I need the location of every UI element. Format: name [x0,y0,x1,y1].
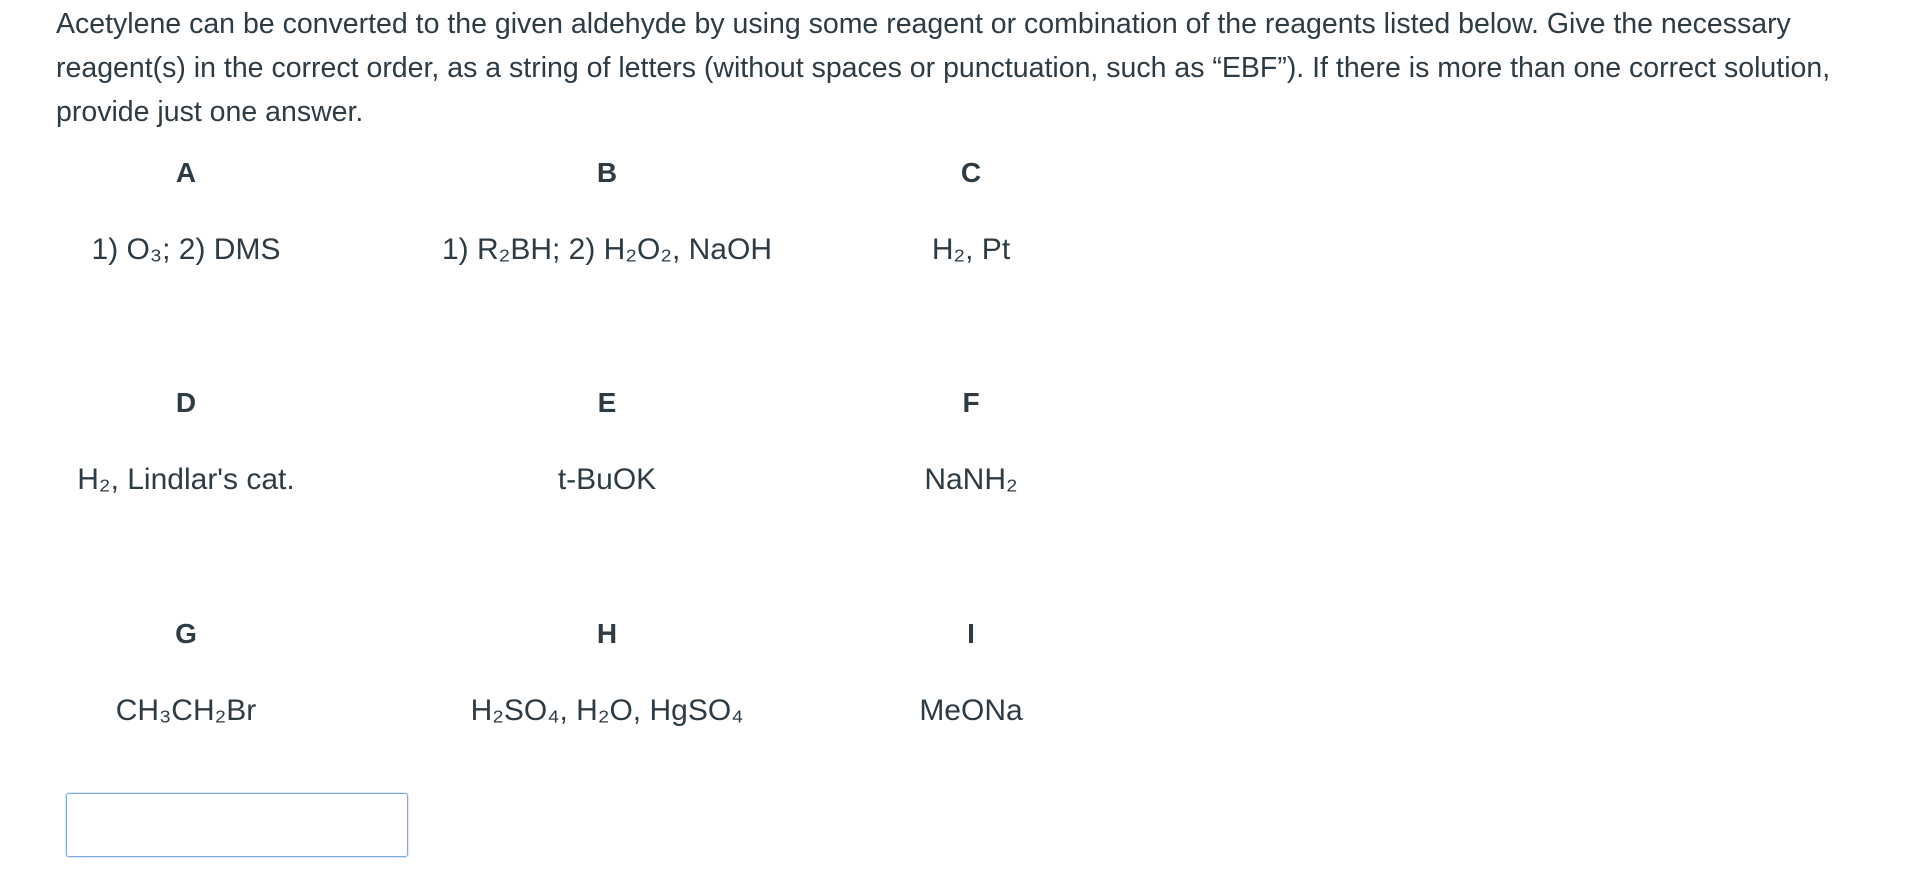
reagent-e [417,386,797,420]
reagent-d-label [0,462,376,498]
reagent-a-label [0,232,376,268]
reagent-label: t-BuOK [557,463,657,496]
reagent-g-label [0,693,376,729]
reagent-label: H₂SO₄, H₂O, HgSO₄ [470,694,744,727]
reagent-label: H₂, Pt [931,233,1011,266]
reagent-i-label [781,693,1161,729]
reagent-label: CH₃CH₂Br [115,694,257,727]
reagent-a [0,156,376,190]
reagent-letter: F [962,387,980,418]
answer-field[interactable] [66,793,408,857]
reagent-label: MeONa [919,694,1023,727]
reagent-c-label [781,232,1161,268]
reagent-f-label [781,462,1161,498]
reagent-e-label [417,462,797,498]
reagent-label: NaNH₂ [924,463,1018,496]
reagent-letter: G [175,618,197,649]
reagent-h-label [417,693,797,729]
reagent-i [781,617,1161,651]
reagent-letter: C [960,157,982,188]
reagent-label: 1) O₃; 2) DMS [91,233,281,266]
reagent-c [781,156,1161,190]
reagent-letter: H [596,618,618,649]
answer-input[interactable] [67,794,407,856]
reagent-letter: B [596,157,618,188]
reagent-letter: D [175,387,197,418]
reagent-letter: A [175,157,197,188]
reagent-h [417,617,797,651]
reagent-letter: E [597,387,617,418]
reagent-b-label [417,232,797,268]
reagent-label: H₂, Lindlar's cat. [77,463,295,496]
reagent-b [417,156,797,190]
reagent-letter: I [967,618,975,649]
reagent-g [0,617,376,651]
reagent-f [781,386,1161,420]
question-text: Acetylene can be converted to the given aldehyde by using some reagent or combination of the reagents listed below. Give the necessary reagent(s) in the correct order, as a string of letters (without spaces or punctuation, such as “EBF”). If there is more than one correct solution, provide just one answer. [56,8,1831,128]
reagent-d [0,386,376,420]
reagent-label: 1) R₂BH; 2) H₂O₂, NaOH [442,233,772,266]
